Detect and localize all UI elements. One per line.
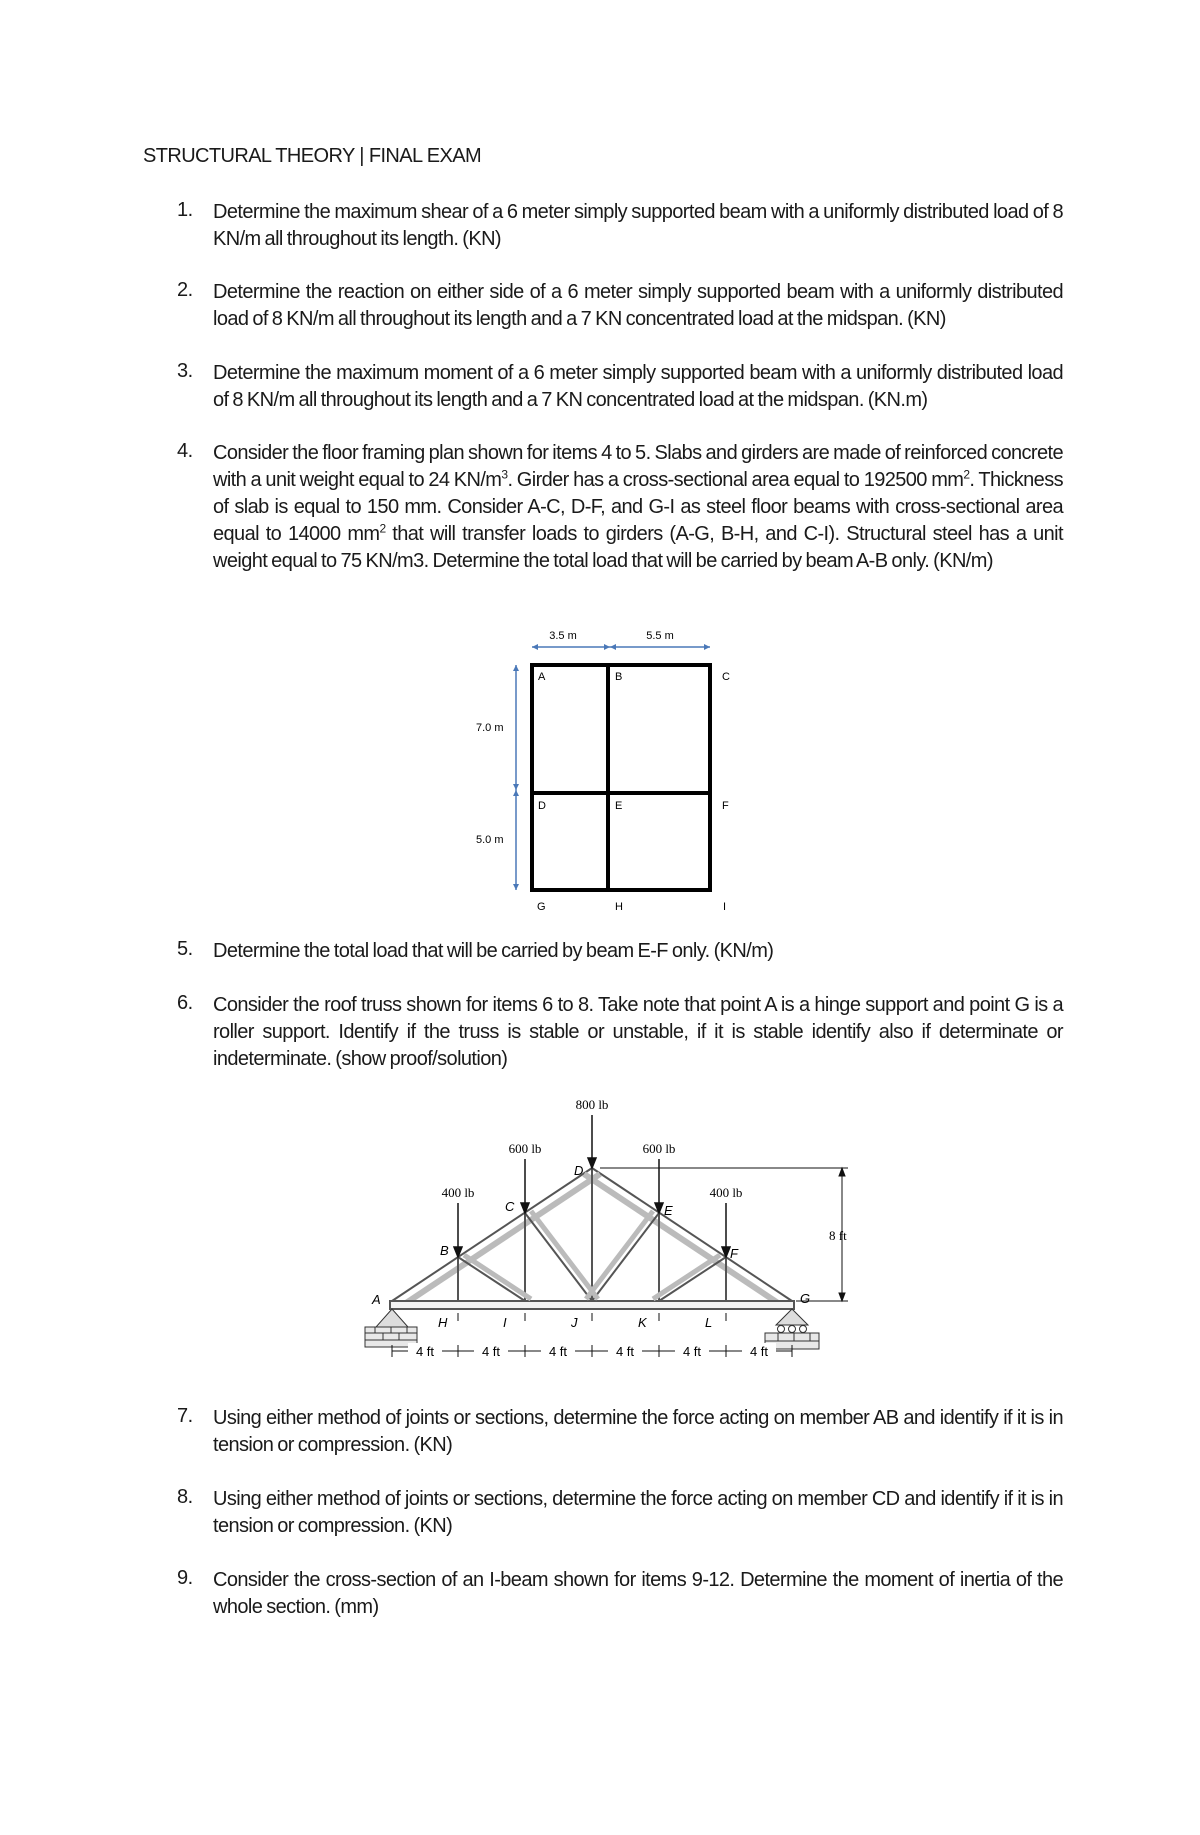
node-label-L: L <box>705 1315 713 1330</box>
frame-outline <box>532 665 710 890</box>
question-text: Consider the roof truss shown for items 6 to 8. Take note that point A is a hinge support and point G is a roller support. Identify if the truss is stable or unstable, if it is stable identify also if determinate or indeterminate. (show proof/solution) <box>213 994 1063 1070</box>
node-label-F: F <box>722 800 729 812</box>
node-label-C: C <box>505 1199 515 1214</box>
node-label-I: I <box>723 901 727 913</box>
load-label-F: 400 lb <box>709 1185 743 1200</box>
panel-dim: 4 ft <box>682 1344 702 1359</box>
dim-label: 5.0 m <box>476 834 504 846</box>
panel-dimensions <box>392 1345 792 1357</box>
panel-dim: 4 ft <box>481 1344 501 1359</box>
node-label-H: H <box>438 1315 448 1330</box>
node-label-D: D <box>574 1163 584 1178</box>
dim-label: 7.0 m <box>476 722 504 734</box>
member-JE <box>592 1213 659 1301</box>
arrow-head <box>513 790 519 796</box>
bottom-chord <box>390 1301 794 1309</box>
load-label-C: 600 lb <box>508 1141 542 1156</box>
question-number: 9. <box>177 1567 193 1589</box>
node-label-J: J <box>571 1315 578 1330</box>
node-label-H: H <box>615 901 623 913</box>
hinge-support-icon <box>376 1309 408 1327</box>
node-label-B: B <box>440 1243 449 1258</box>
node-label-K: K <box>638 1315 647 1330</box>
panel-dim: 4 ft <box>548 1344 568 1359</box>
node-label-G: G <box>800 1291 811 1306</box>
question-text: Using either method of joints or sections, determine the force acting on member AB and identify if it is in tension or compression. (KN) <box>213 1407 1063 1456</box>
node-ticks <box>458 1313 726 1321</box>
load-label-E: 600 lb <box>642 1141 676 1156</box>
question-number: 7. <box>177 1405 193 1427</box>
node-label-A: A <box>538 671 546 683</box>
exam-title: STRUCTURAL THEORY | FINAL EXAM <box>143 145 482 167</box>
node-label-A: A <box>372 1292 381 1307</box>
question-number: 1. <box>177 199 193 221</box>
question-text: Consider the cross-section of an I-beam shown for items 9-12. Determine the moment of inertia of the whole section. (mm) <box>213 1569 1063 1618</box>
question-number: 6. <box>177 992 193 1014</box>
member-shade <box>531 1211 598 1299</box>
load-label-800: 800 lb <box>575 1097 609 1112</box>
question-number: 8. <box>177 1486 193 1508</box>
node-label-D: D <box>538 800 546 812</box>
arrow-head <box>513 784 519 790</box>
member-shade <box>586 1211 653 1299</box>
arrow-head <box>532 644 538 650</box>
node-label-C: C <box>722 671 730 683</box>
node-label-E: E <box>615 800 623 812</box>
node-label-B: B <box>615 671 623 683</box>
dim-label: 5.5 m <box>646 630 674 642</box>
arrow-head <box>704 644 710 650</box>
panel-dim: 4 ft <box>615 1344 635 1359</box>
question-number: 5. <box>177 938 193 960</box>
question-text: Consider the floor framing plan shown for items 4 to 5. Slabs and girders are made of reinforced concrete with a unit weight equal to 24 $KN/m^3$. Girder has a cross-sectional area equal to 192500 $mm^2$. Thickness of slab is equal to 150 mm. Consider A-C, D-F, and G-I as steel floor beams with cross-sectional area equal to 14000 $mm^2$ that will transfer loads to girders (A-G, B-H, and C-I). Structural steel has a unit weight equal to 75 KN/m3. Determine the total load that will be carried by beam A-B only. (KN/m) <box>213 442 1063 572</box>
panel-dim: 4 ft <box>749 1344 769 1359</box>
floor-framing-plan <box>460 625 760 920</box>
node-label-G: G <box>537 901 546 913</box>
top-chord-left <box>392 1168 592 1301</box>
member-BI <box>458 1257 525 1301</box>
question-text: Determine the maximum moment of a 6 meter simply supported beam with a uniformly distributed load of 8 KN/m all throughout its length and a 7 KN concentrated load at the midspan. (KN.m) <box>213 362 1063 411</box>
dim-label: 3.5 m <box>549 630 577 642</box>
member-KF <box>659 1257 726 1301</box>
question-text: Using either method of joints or sections, determine the force acting on member CD and identify if it is in tension or compression. (KN) <box>213 1488 1063 1537</box>
top-chord-right-shade <box>584 1174 784 1307</box>
member-shade <box>653 1255 720 1299</box>
top-chord-right <box>592 1168 792 1301</box>
arrow-head <box>610 644 616 650</box>
arrow-head <box>513 884 519 890</box>
member-CJ <box>525 1213 592 1301</box>
question-number: 3. <box>177 360 193 382</box>
panel-dim: 4 ft <box>415 1344 435 1359</box>
node-label-I: I <box>503 1315 507 1330</box>
roof-truss-diagram <box>360 1095 860 1385</box>
arrow-head <box>513 665 519 671</box>
node-label-F: F <box>730 1246 738 1261</box>
support-A <box>365 1309 417 1347</box>
load-label-B: 400 lb <box>441 1185 475 1200</box>
arrow-head <box>604 644 610 650</box>
load-arrow-D <box>588 1158 596 1168</box>
roller-support-icon <box>776 1309 808 1325</box>
height-label: 8 ft <box>829 1228 847 1243</box>
question-text: Determine the maximum shear of a 6 meter simply supported beam with a uniformly distributed load of 8 KN/m all throughout its length. (KN) <box>213 201 1063 250</box>
top-chord-left-shade <box>400 1174 600 1307</box>
node-label-E: E <box>664 1203 673 1218</box>
question-text: Determine the reaction on either side of a 6 meter simply supported beam with a uniformly distributed load of 8 KN/m all throughout its length and a 7 KN concentrated load at the midspan. (KN) <box>213 281 1063 330</box>
question-text: Determine the total load that will be carried by beam E-F only. (KN/m) <box>213 940 774 962</box>
question-number: 4. <box>177 440 193 462</box>
member-shade <box>464 1255 531 1299</box>
question-number: 2. <box>177 279 193 301</box>
